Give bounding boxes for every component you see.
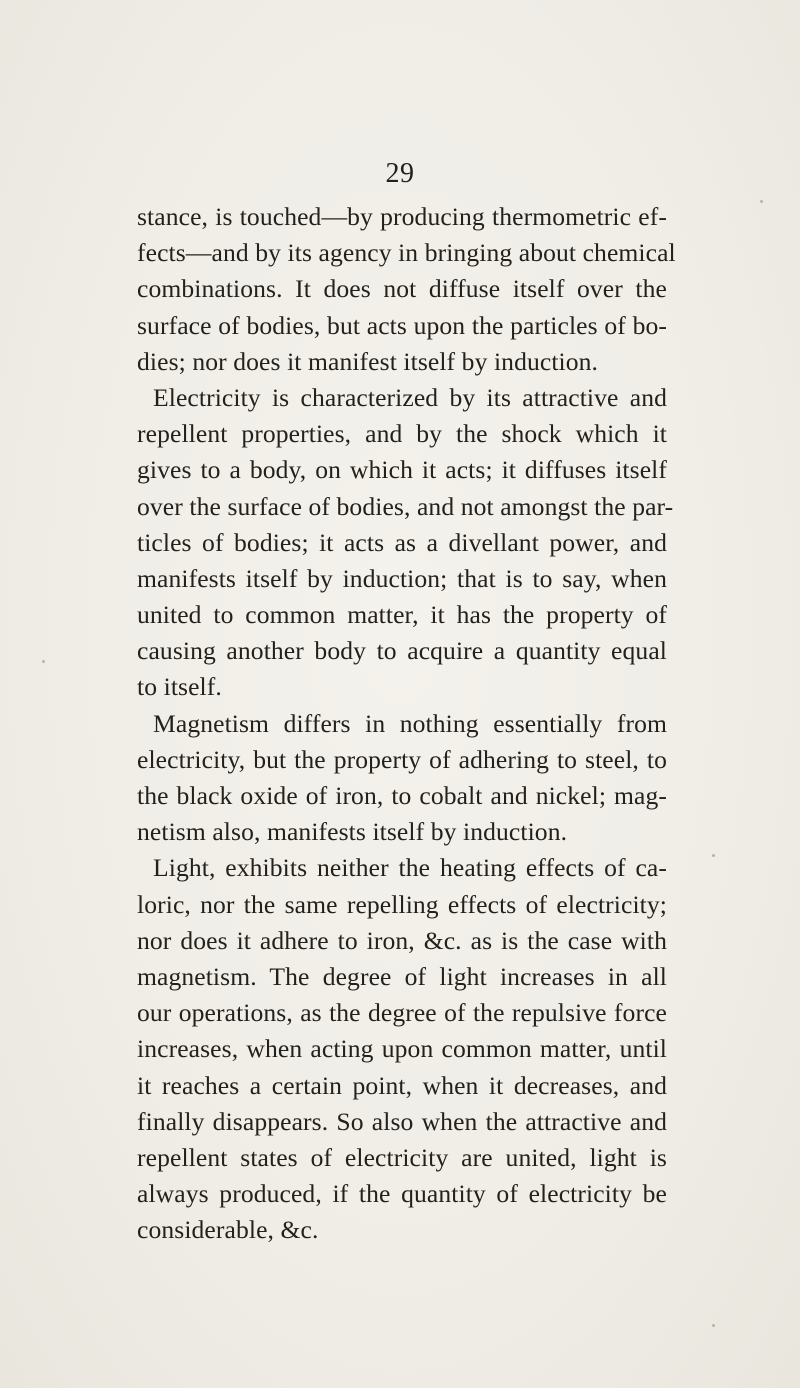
text-line: our operations, as the degree of the repulsive force (137, 998, 667, 1028)
text-line: increases, when acting upon common matter, until (137, 1034, 667, 1064)
text-line: gives to a body, on which it acts; it diffuses itself (137, 455, 667, 485)
text-line: ticles of bodies; it acts as a divellant power, and (137, 527, 667, 557)
text-line: repellent states of electricity are united, light is (137, 1142, 667, 1172)
text-line: to itself. (137, 672, 222, 702)
text-line: stance, is touched—by producing thermometric ef- (137, 202, 667, 231)
text-line: magnetism. The degree of light increases in all (137, 961, 667, 991)
text-line: nor does it adhere to iron, &c. as is the case with (137, 925, 667, 955)
paper-speck (42, 660, 45, 663)
text-line: loric, nor the same repelling effects of electricity; (137, 889, 667, 919)
paper-speck (712, 854, 715, 857)
page-number: 29 (385, 158, 415, 189)
text-line: united to common matter, it has the property of (137, 600, 667, 630)
text-line: always produced, if the quantity of electricity be (137, 1179, 667, 1209)
text-line: Light, exhibits neither the heating effects of ca- (153, 853, 667, 883)
text-line: fects—and by its agency in bringing about chemical (137, 238, 676, 268)
text-line: netism also, manifests itself by induction. (137, 817, 568, 847)
text-line: considerable, &c. (137, 1215, 319, 1245)
text-line: Magnetism differs in nothing essentially from (153, 708, 667, 738)
text-line: causing another body to acquire a quantity equal (137, 636, 667, 666)
paper-speck (760, 200, 763, 203)
text-line: combinations. It does not diffuse itself over the (137, 274, 667, 304)
text-line: repellent properties, and by the shock which it (137, 419, 667, 449)
text-line: over the surface of bodies, and not amongst the par- (137, 491, 674, 521)
body-text (137, 199, 676, 1248)
paper-speck (712, 1324, 715, 1327)
text-line: finally disappears. So also when the attractive and (137, 1106, 667, 1136)
text-line: dies; nor does it manifest itself by induction. (137, 346, 599, 376)
text-line: surface of bodies, but acts upon the particles of bo- (137, 310, 667, 340)
text-line: it reaches a certain point, when it decreases, and (137, 1070, 667, 1100)
text-line: electricity, but the property of adhering to steel, to (137, 744, 667, 774)
text-line: the black oxide of iron, to cobalt and nickel; mag- (137, 781, 667, 810)
text-line: manifests itself by induction; that is to say, when (137, 563, 667, 593)
text-line: Electricity is characterized by its attractive and (153, 382, 667, 412)
